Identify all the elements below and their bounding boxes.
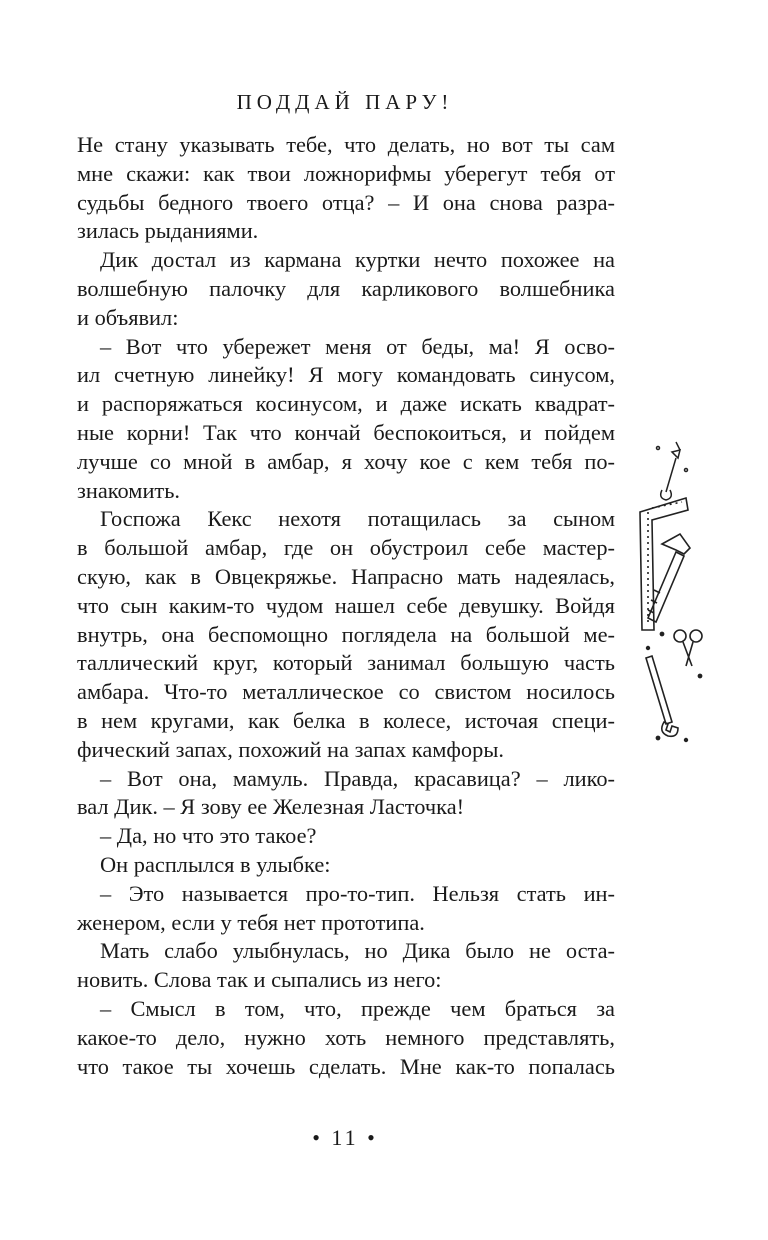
text-line: в большой амбар, где он обустроил себе мастер- [77,535,615,561]
text-line: – Смысл в том, что, прежде чем браться за [100,995,615,1021]
text-line: волшебную палочку для карликового волшебника [77,275,615,301]
text-line: судьбы бедного твоего отца? – И она снова разра- [77,189,615,215]
tools-illustration [628,440,718,760]
page-number: • 11 • [312,1125,378,1150]
text-line: внутрь, она беспомощно поглядела на большой ме- [77,621,615,647]
adjustable-wrench-icon [646,647,687,742]
text-line: Дик достал из кармана куртки нечто похожее на [100,247,615,273]
text-line: и объявил: [77,304,179,330]
text-line: Мать слабо улыбнулась, но Дика было не оста- [100,938,615,964]
text-line: какое-то дело, нужно хоть немного представлять, [77,1024,615,1050]
running-head: ПОДДАЙ ПАРУ! [236,90,454,114]
scissors-icon [660,630,702,678]
text-line: в нем кругами, как белка в колесе, источая специ- [77,707,615,733]
text-line: лучше со мной в амбар, я хочу кое с кем тебя по- [77,448,615,474]
text-line: новить. Слова так и сыпались из него: [77,967,442,993]
text-line: амбара. Что-то металлическое со свистом носилось [77,679,615,705]
text-line: скую, как в Овцекряжье. Напрасно мать надеялась, [77,563,615,589]
text-line: женером, если у тебя нет прототипа. [77,909,425,935]
text-line: Не стану указывать тебе, что делать, но вот ты сам [77,132,615,157]
text-line: что такое ты хочешь сделать. Мне как-то попалась [77,1053,615,1079]
text-line: и распоряжаться косинусом, и даже искать квадрат- [77,391,615,417]
wrench-icon [657,442,688,500]
text-line: – Вот она, мамуль. Правда, красавица? – лико- [100,765,615,791]
body-text [77,131,615,1081]
text-line: вал Дик. – Я зову ее Железная Ласточка! [77,794,465,820]
text-line: Госпожа Кекс нехотя потащилась за сыном [100,506,615,532]
text-line: – Да, но что это такое? [100,823,317,849]
text-line: – Это называется про-то-тип. Нельзя стать ин- [100,880,615,906]
text-line: знакомить. [77,477,181,503]
text-line: что сын каким-то чудом нашел себе девушку. Войдя [77,592,615,618]
text-line: зилась рыданиями. [77,218,259,244]
text-line: таллический круг, который занимал большую часть [77,650,615,676]
text-line: фический запах, похожий на запах камфоры. [77,736,504,762]
text-line: Он расплылся в улыбке: [100,851,331,877]
text-line: – Вот что убережет меня от беды, ма! Я осво- [100,333,615,359]
text-line: ные корни! Так что кончай беспокоиться, и пойдем [77,419,615,445]
text-line: мне скажи: как твои ложнорифмы уберегут тебя от [77,160,615,186]
text-line: ил счетную линейку! Я могу командовать синусом, [77,362,615,388]
